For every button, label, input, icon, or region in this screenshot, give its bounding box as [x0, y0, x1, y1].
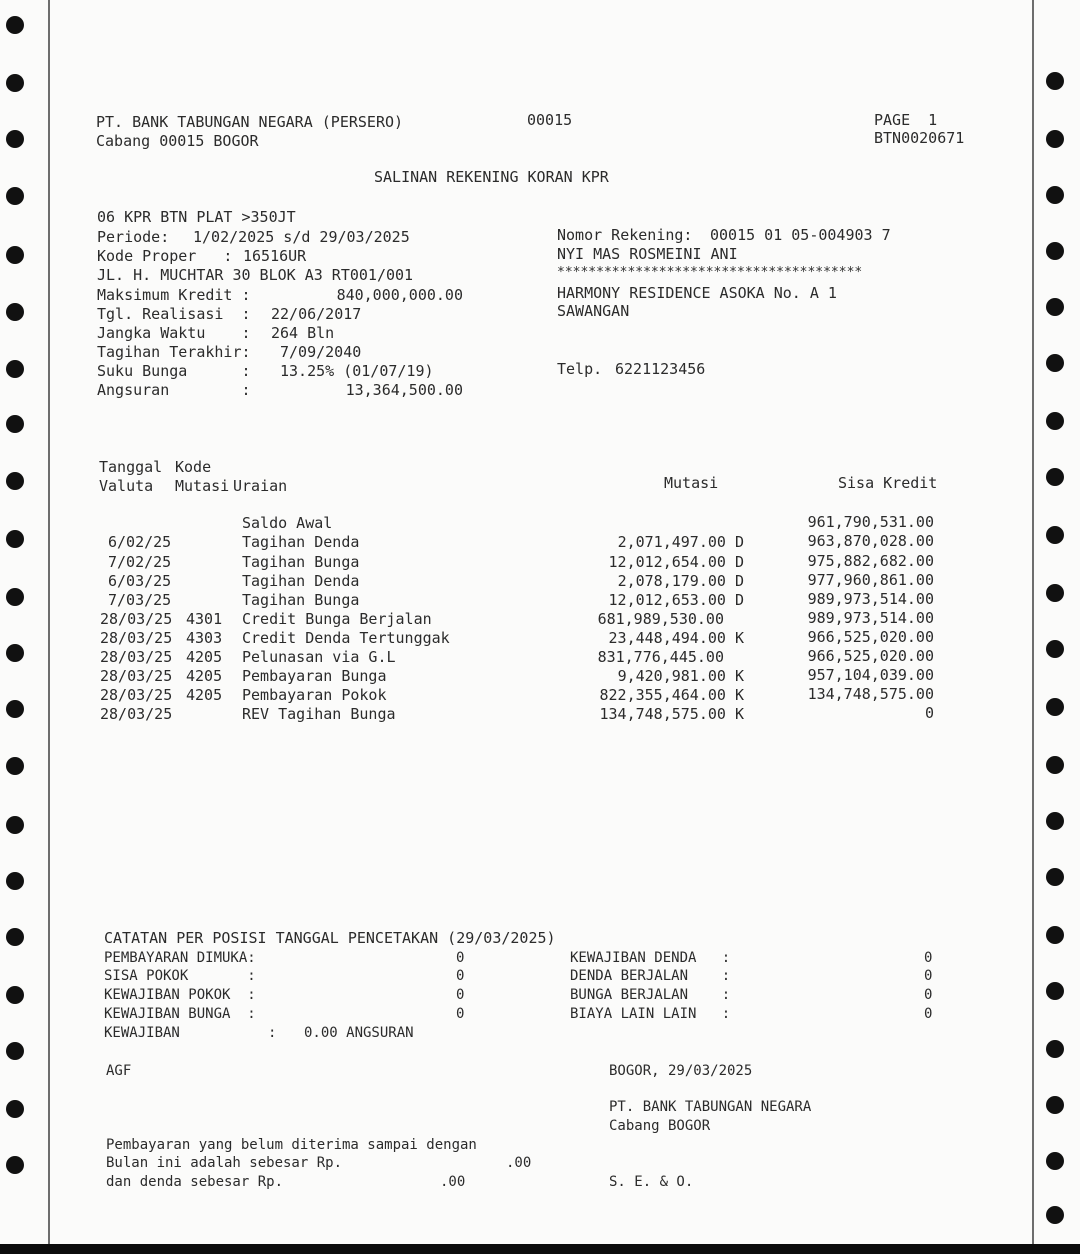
feed-hole	[1046, 130, 1064, 148]
holder-address: HARMONY RESIDENCE ASOKA No. A 1	[557, 284, 837, 302]
proper-code-label: Kode Proper :	[97, 247, 233, 265]
row-code: 4303	[186, 629, 223, 647]
row-balance: 963,870,028.00	[807, 532, 934, 550]
holder-name: NYI MAS ROSMEINI ANI	[557, 245, 738, 263]
unpaid-line-3: dan denda sebesar Rp.	[106, 1174, 284, 1190]
feed-hole	[1046, 354, 1064, 372]
row-description: Pelunasan via G.L	[242, 648, 396, 666]
officer-initials: AGF	[106, 1063, 132, 1079]
feed-hole	[1046, 72, 1064, 90]
account-number-value: 00015 01 05-004903 7	[710, 226, 891, 244]
proper-code-value: 16516UR	[243, 247, 307, 265]
row-description: Tagihan Bunga	[242, 553, 360, 571]
feed-hole	[6, 415, 24, 433]
col-code-top: Kode	[175, 458, 212, 476]
feed-hole	[1046, 982, 1064, 1000]
feed-hole	[1046, 756, 1064, 774]
feed-hole	[6, 16, 24, 34]
page-number: PAGE 1	[874, 111, 938, 129]
branch-line: Cabang 00015 BOGOR	[96, 132, 259, 150]
feed-hole	[6, 472, 24, 490]
row-code: 4301	[186, 610, 223, 628]
feed-hole	[6, 872, 24, 890]
feed-hole	[6, 757, 24, 775]
table-row	[0, 629, 1080, 648]
note-value: 0	[924, 968, 933, 984]
feed-hole	[1046, 1040, 1064, 1058]
feed-hole	[1046, 868, 1064, 886]
branch-code-center: 00015	[527, 111, 573, 129]
last-bill-label: Tagihan Terakhir:	[97, 343, 251, 361]
installment-label: Angsuran :	[97, 381, 251, 399]
table-row	[0, 648, 1080, 667]
unpaid-amount: .00	[506, 1155, 532, 1171]
note-label: SISA POKOK :	[104, 968, 256, 984]
col-amount: Mutasi	[664, 474, 719, 492]
note-value: 0	[456, 1006, 465, 1022]
obligation-value: 0.00 ANGSURAN	[304, 1025, 414, 1041]
feed-hole	[6, 360, 24, 378]
unpaid-line-1: Pembayaran yang belum diterima sampai dengan	[106, 1137, 477, 1153]
table-row	[0, 514, 1080, 533]
feed-hole	[1046, 1152, 1064, 1170]
row-code: 4205	[186, 667, 223, 685]
note-value: 0	[456, 968, 465, 984]
note-value: 0	[924, 987, 933, 1003]
feed-hole	[6, 130, 24, 148]
row-description: Tagihan Denda	[242, 572, 360, 590]
masked-line: ***************************************	[557, 265, 863, 280]
feed-hole	[6, 303, 24, 321]
table-row	[0, 705, 1080, 724]
phone-value: 6221123456	[615, 360, 706, 378]
table-row	[0, 572, 1080, 591]
row-date: 28/03/25	[100, 629, 173, 647]
phone-label: Telp.	[557, 360, 603, 378]
notes-heading: CATATAN PER POSISI TANGGAL PENCETAKAN (29/03/2025)	[104, 929, 556, 947]
row-date: 7/02/25	[108, 553, 172, 571]
row-date: 28/03/25	[100, 686, 173, 704]
max-credit-label: Maksimum Kredit :	[97, 286, 251, 304]
max-credit-value: 840,000,000.00	[336, 286, 463, 304]
row-amount: 12,012,654.00 D	[608, 553, 744, 571]
feed-hole	[1046, 468, 1064, 486]
period-value: 1/02/2025 s/d 29/03/2025	[193, 228, 410, 246]
feed-hole	[1046, 242, 1064, 260]
note-label: PEMBAYARAN DIMUKA:	[104, 950, 256, 966]
row-description: REV Tagihan Bunga	[242, 705, 396, 723]
row-description: Tagihan Bunga	[242, 591, 360, 609]
bank-name: PT. BANK TABUNGAN NEGARA (PERSERO)	[96, 113, 404, 131]
feed-hole	[6, 816, 24, 834]
feed-hole	[1046, 1096, 1064, 1114]
note-value: 0	[924, 1006, 933, 1022]
row-balance: 966,525,020.00	[807, 628, 934, 646]
note-label: KEWAJIBAN POKOK :	[104, 987, 256, 1003]
row-date: 28/03/25	[100, 667, 173, 685]
note-value: 0	[924, 950, 933, 966]
obligation-label: KEWAJIBAN	[104, 1025, 180, 1041]
feed-hole	[6, 74, 24, 92]
interest-rate-label: Suku Bunga :	[97, 362, 251, 380]
feed-hole	[6, 928, 24, 946]
row-balance: 977,960,861.00	[807, 571, 934, 589]
row-date: 28/03/25	[100, 648, 173, 666]
col-date-top: Tanggal	[99, 458, 163, 476]
note-label: KEWAJIBAN DENDA :	[570, 950, 731, 966]
bottom-edge	[0, 1244, 1080, 1254]
obligation-colon: :	[268, 1025, 277, 1041]
row-balance: 0	[924, 704, 934, 722]
unpaid-line-2: Bulan ini adalah sebesar Rp.	[106, 1155, 343, 1171]
table-row	[0, 667, 1080, 686]
signature-branch: Cabang BOGOR	[609, 1118, 711, 1134]
row-code: 4205	[186, 686, 223, 704]
feed-hole	[6, 1100, 24, 1118]
table-row	[0, 610, 1080, 629]
last-bill-value: 7/09/2040	[280, 343, 362, 361]
feed-hole	[6, 187, 24, 205]
row-description: Pembayaran Pokok	[242, 686, 387, 704]
feed-hole	[1046, 298, 1064, 316]
period-label: Periode:	[97, 228, 170, 246]
row-description: Credit Denda Tertunggak	[242, 629, 450, 647]
row-balance: 975,882,682.00	[807, 552, 934, 570]
col-balance: Sisa Kredit	[838, 474, 938, 492]
note-value: 0	[456, 950, 465, 966]
note-label: KEWAJIBAN BUNGA :	[104, 1006, 256, 1022]
term-label: Jangka Waktu :	[97, 324, 251, 342]
col-code: Mutasi	[175, 477, 230, 495]
holder-city: SAWANGAN	[557, 302, 630, 320]
note-label: DENDA BERJALAN :	[570, 968, 731, 984]
row-date: 28/03/25	[100, 705, 173, 723]
table-row	[0, 591, 1080, 610]
row-amount: 2,071,497.00 D	[617, 533, 744, 551]
row-balance: 134,748,575.00	[807, 685, 934, 703]
note-label: BIAYA LAIN LAIN :	[570, 1006, 731, 1022]
row-description: Pembayaran Bunga	[242, 667, 387, 685]
product-name: 06 KPR BTN PLAT >350JT	[97, 208, 296, 226]
row-balance: 961,790,531.00	[807, 513, 934, 531]
row-amount: 681,989,530.00	[597, 610, 724, 628]
row-amount: 12,012,653.00 D	[608, 591, 744, 609]
col-description: Uraian	[233, 477, 288, 495]
unpaid-penalty: .00	[440, 1174, 466, 1190]
row-amount: 9,420,981.00 K	[617, 667, 744, 685]
feed-hole	[1046, 412, 1064, 430]
row-description: Tagihan Denda	[242, 533, 360, 551]
feed-hole	[6, 986, 24, 1004]
row-description: Saldo Awal	[242, 514, 333, 532]
table-row	[0, 553, 1080, 572]
feed-hole	[1046, 186, 1064, 204]
row-date: 6/03/25	[108, 572, 172, 590]
row-code: 4205	[186, 648, 223, 666]
note-value: 0	[456, 987, 465, 1003]
row-date: 28/03/25	[100, 610, 173, 628]
row-date: 7/03/25	[108, 591, 172, 609]
interest-rate-value: 13.25% (01/07/19)	[280, 362, 434, 380]
document-title: SALINAN REKENING KORAN KPR	[374, 168, 609, 186]
errors-omissions: S. E. & O.	[609, 1174, 694, 1190]
report-code: BTN0020671	[874, 129, 965, 147]
feed-hole	[1046, 926, 1064, 944]
signature-bank: PT. BANK TABUNGAN NEGARA	[609, 1099, 812, 1115]
account-number-label: Nomor Rekening:	[557, 226, 693, 244]
note-label: BUNGA BERJALAN :	[570, 987, 731, 1003]
row-date: 6/02/25	[108, 533, 172, 551]
feed-hole	[1046, 1206, 1064, 1224]
row-balance: 989,973,514.00	[807, 590, 934, 608]
feed-hole	[6, 1156, 24, 1174]
realization-date-value: 22/06/2017	[271, 305, 362, 323]
feed-hole	[6, 246, 24, 264]
feed-hole	[6, 1042, 24, 1060]
feed-hole	[1046, 812, 1064, 830]
row-balance: 966,525,020.00	[807, 647, 934, 665]
place-date: BOGOR, 29/03/2025	[609, 1063, 753, 1079]
row-description: Credit Bunga Berjalan	[242, 610, 432, 628]
borrower-address: JL. H. MUCHTAR 30 BLOK A3 RT001/001	[97, 266, 414, 284]
row-balance: 957,104,039.00	[807, 666, 934, 684]
col-date: Valuta	[99, 477, 154, 495]
row-amount: 23,448,494.00 K	[608, 629, 744, 647]
row-amount: 134,748,575.00 K	[599, 705, 744, 723]
row-amount: 2,078,179.00 D	[617, 572, 744, 590]
row-amount: 822,355,464.00 K	[599, 686, 744, 704]
term-value: 264 Bln	[271, 324, 335, 342]
realization-date-label: Tgl. Realisasi :	[97, 305, 251, 323]
table-row	[0, 686, 1080, 705]
row-amount: 831,776,445.00	[597, 648, 724, 666]
row-balance: 989,973,514.00	[807, 609, 934, 627]
table-row	[0, 533, 1080, 552]
installment-value: 13,364,500.00	[345, 381, 463, 399]
